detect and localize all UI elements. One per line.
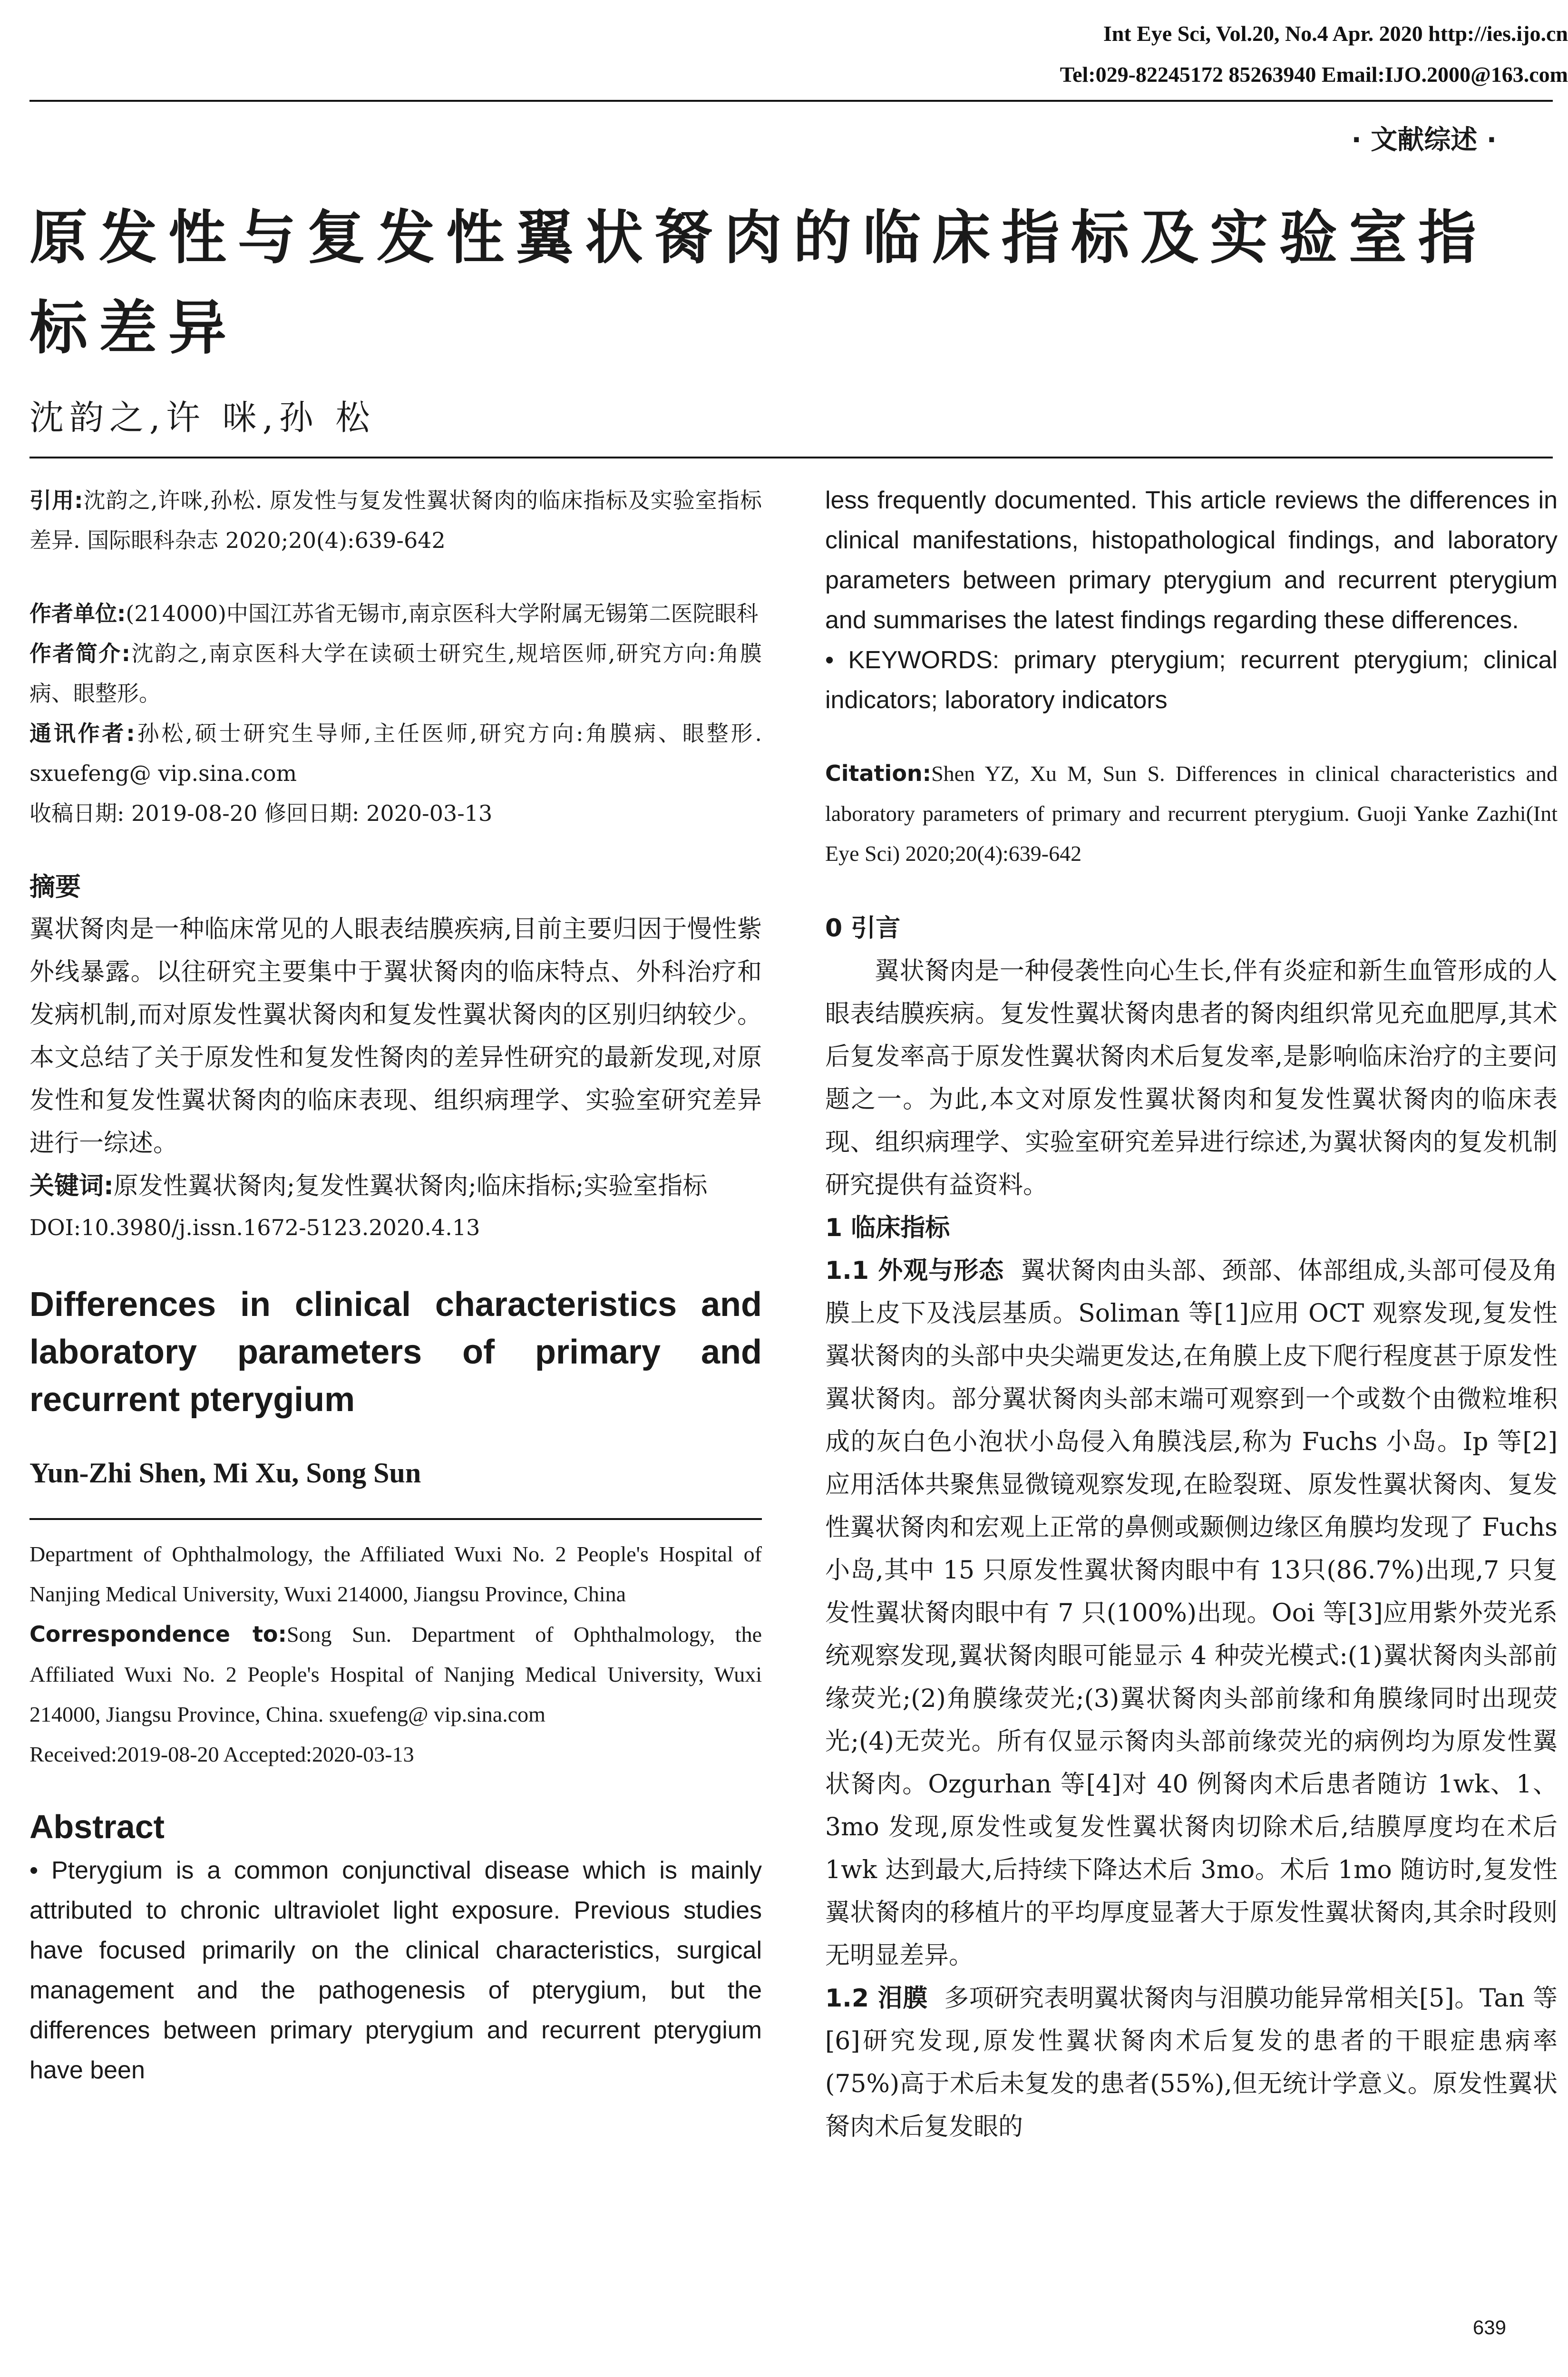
corresponding-cn — [29, 713, 762, 793]
section-0-body: 翼状胬肉是一种侵袭性向心生长,伴有炎症和新生血管形成的人眼表结膜疾病。复发性翼状胬肉患者的胬肉组织常见充血肥厚,其术后复发率高于原发性翼状胬肉术后复发率,是影响临床治疗的主要问题之一。为此,本文对原发性翼状胬肉和复发性翼状胬肉的临床表现、组织病理学、实验室研究差异进行综述,为翼状胬肉的复发机制研究提供有益资料。 — [825, 957, 1558, 1199]
author-bio-cn — [29, 633, 762, 713]
journal-contact-line: Tel:029-82245172 85263940 Email:IJO.2000@163.com — [1060, 62, 1568, 87]
abstract-en-part1: • Pterygium is a common conjunctival disease which is mainly attributed to chronic ultraviolet light exposure. Previous studies have focused primarily on the clinical characteristics, surgical management and the pathogenesis of pterygium, but the differences between primary pterygium and recurrent pterygium have been — [29, 1857, 762, 2084]
title-rule — [29, 457, 1553, 458]
bio-text: 沈韵之,南京医科大学在读硕士研究生,规培医师,研究方向:角膜病、眼整形。 — [29, 641, 762, 706]
corr-label: 通讯作者: — [29, 721, 135, 746]
keywords-text: 原发性翼状胬肉;复发性翼状胬肉;临床指标;实验室指标 — [113, 1172, 708, 1200]
section-1-2-body: 多项研究表明翼状胬肉与泪膜功能异常相关[5]。Tan 等[6]研究发现,原发性翼状胬肉术后复发的患者的干眼症患病率(75%)高于术后未复发的患者(55%),但无统计学意义。原发性翼状胬肉术后复发眼的 — [825, 1984, 1558, 2141]
abstract-en-part2: less frequently documented. This article reviews the differences in clinical manifestations, histopathological findings, and laboratory parameters between primary pterygium and recurrent pterygium and summarises the latest findings regarding these differences. — [825, 487, 1558, 634]
right-column — [825, 480, 1558, 2148]
correspondence-label: Correspondence to: — [29, 1621, 287, 1647]
doi: DOI:10.3980/j.issn.1672-5123.2020.4.13 — [29, 1215, 480, 1240]
header-rule — [29, 100, 1553, 102]
abstract-cn: 翼状胬肉是一种临床常见的人眼表结膜疾病,目前主要归因于慢性紫外线暴露。以往研究主要集中于翼状胬肉的临床特点、外科治疗和发病机制,而对原发性翼状胬肉和复发性翼状胬肉的区别归纳较少。本文总结了关于原发性和复发性胬肉的差异性研究的最新发现,对原发性和复发性翼状胬肉的临床表现、组织病理学、实验室研究差异进行一综述。 — [29, 915, 762, 1158]
received-dates-en: Received:2019-08-20 Accepted:2020-03-13 — [29, 1742, 414, 1766]
abstract-heading-en: Abstract — [29, 1808, 165, 1845]
keywords-cn — [29, 1165, 762, 1208]
affiliation-label: 作者单位: — [29, 601, 126, 626]
article-title-en: Differences in clinical characteristics and laboratory parameters of primary and recurrent pterygium — [29, 1286, 762, 1419]
citation-label: 引用: — [29, 487, 83, 513]
citation-en-text: Shen YZ, Xu M, Sun S. Differences in clinical characteristics and laboratory parameters of primary and recurrent pterygium. Guoji Yanke Zazhi(Int Eye Sci) 2020;20(4):639-642 — [825, 761, 1558, 866]
corr-text: 孙松,硕士研究生导师,主任医师,研究方向:角膜病、眼整形. sxuefeng@ vip.sina.com — [29, 721, 762, 786]
article-title-cn: 原发性与复发性翼状胬肉的临床指标及实验室指标差异 — [29, 204, 1488, 362]
left-column — [29, 480, 762, 2090]
correspondence-text: Song Sun. Department of Ophthalmology, the Affiliated Wuxi No. 2 People's Hospital of Nanjing Medical University, Wuxi 214000, Jiangsu Province, China. sxuefeng@ vip.sina.com — [29, 1622, 762, 1726]
section-1-1 — [825, 1249, 1558, 1977]
citation-en-label: Citation: — [825, 760, 932, 786]
abstract-heading-cn: 摘要 — [29, 872, 81, 902]
section-1-heading: 1 临床指标 — [825, 1214, 950, 1242]
citation-text: 沈韵之,许咪,孙松. 原发性与复发性翼状胬肉的临床指标及实验室指标差异. 国际眼科杂志 2020;20(4):639-642 — [29, 487, 762, 553]
authors-en: Yun-Zhi Shen, Mi Xu, Song Sun — [29, 1457, 421, 1489]
correspondence-en — [29, 1614, 762, 1734]
bio-label: 作者简介: — [29, 641, 131, 666]
section-1-2 — [825, 1977, 1558, 2148]
authors-rule — [29, 1518, 762, 1520]
section-1-1-label: 1.1 外观与形态 — [825, 1257, 1004, 1285]
authors-cn: 沈韵之,许 咪,孙 松 — [29, 398, 376, 438]
section-tag: · 文献综述 · — [1351, 125, 1497, 156]
journal-header-line: Int Eye Sci, Vol.20, No.4 Apr. 2020 http://ies.ijo.cn — [1103, 21, 1568, 46]
section-1-1-body: 翼状胬肉由头部、颈部、体部组成,头部可侵及角膜上皮下及浅层基质。Soliman 等[1]应用 OCT 观察发现,复发性翼状胬肉的头部中央尖端更发达,在角膜上皮下爬行程度甚于原发性翼状胬肉。部分翼状胬肉头部末端可观察到一个或数个由微粒堆积成的灰白色小泡状小岛侵入角膜浅层,称为 Fuchs 小岛。Ip 等[2]应用活体共聚焦显微镜观察发现,在睑裂斑、原发性翼状胬肉、复发性翼状胬肉和宏观上正常的鼻侧或颞侧边缘区角膜均发现了 Fuchs 小岛,其中 15 只原发性翼状胬肉眼中有 13只(86.7%)出现,7 只复发性翼状胬肉眼中有 7 只(100%)出现。Ooi 等[3]应用紫外荧光系统观察发现,翼状胬肉眼可能显示 4 种荧光模式:(1)翼状胬肉头部前缘荧光;(2)角膜缘荧光;(3)翼状胬肉头部前缘和角膜缘同时出现荧光;(4)无荧光。所有仅显示胬肉头部前缘荧光的病例均为原发性翼状胬肉。Ozgurhan 等[4]对 40 例胬肉术后患者随访 1wk、1、3mo 发现,原发性或复发性翼状胬肉切除术后,结膜厚度均在术后 1wk 达到最大,后持续下降达术后 3mo。术后 1mo 随访时,复发性翼状胬肉的移植片的平均厚度显著大于原发性翼状胬肉,其余时段则无明显差异。 — [825, 1257, 1558, 1970]
citation-en — [825, 753, 1558, 874]
section-1-2-label: 1.2 泪膜 — [825, 1984, 928, 2013]
citation-cn — [29, 480, 762, 560]
affiliation-text: (214000)中国江苏省无锡市,南京医科大学附属无锡第二医院眼科 — [126, 601, 759, 626]
received-dates-cn: 收稿日期: 2019-08-20 修回日期: 2020-03-13 — [29, 800, 493, 826]
keywords-label: 关键词: — [29, 1172, 114, 1200]
affiliation-cn — [29, 594, 762, 633]
page-number: 639 — [1472, 2316, 1506, 2338]
department-en: Department of Ophthalmology, the Affiliated Wuxi No. 2 People's Hospital of Nanjing Medical University, Wuxi 214000, Jiangsu Province, China — [29, 1542, 762, 1606]
keywords-en: • KEYWORDS: primary pterygium; recurrent pterygium; clinical indicators; laboratory indicators — [825, 646, 1558, 714]
section-0-heading: 0 引言 — [825, 914, 901, 943]
